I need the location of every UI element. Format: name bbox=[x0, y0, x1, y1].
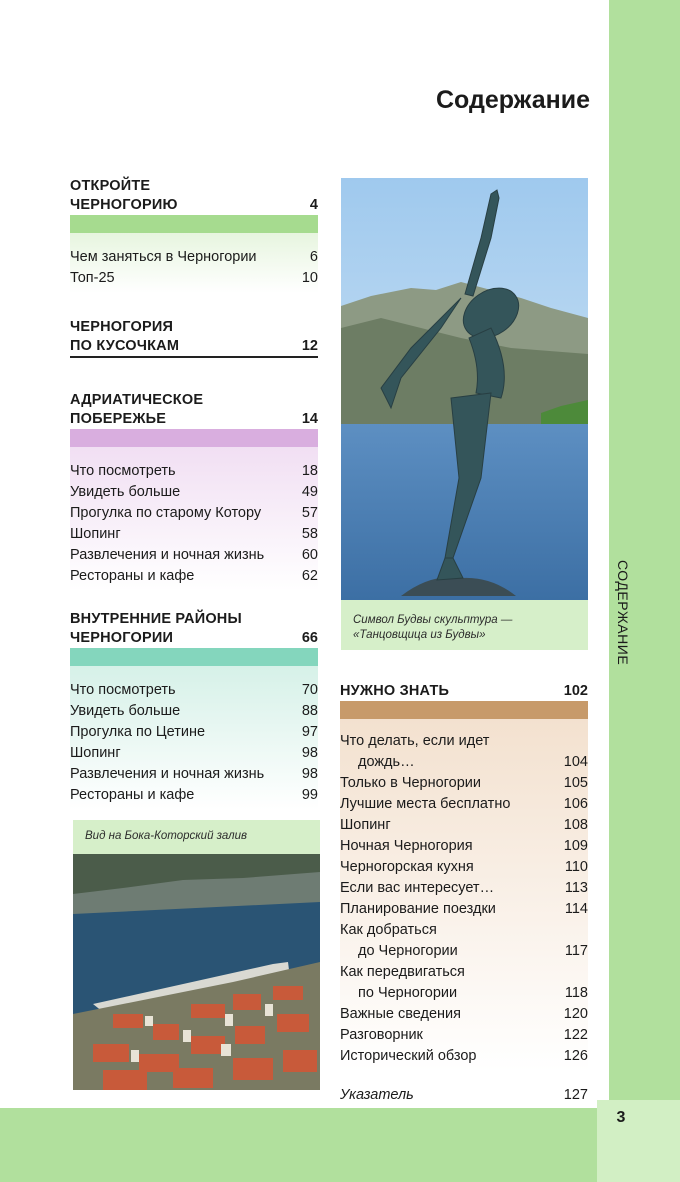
entry-label: Развлечения и ночная жизнь bbox=[70, 547, 265, 563]
section-heading[interactable] bbox=[70, 391, 318, 429]
entry-label: Что посмотреть bbox=[70, 682, 176, 698]
section-page-number: 12 bbox=[301, 338, 318, 354]
toc-entry[interactable] bbox=[340, 1025, 588, 1046]
toc-section-pieces bbox=[70, 318, 318, 358]
bay-photo bbox=[73, 854, 320, 1090]
entry-label: Прогулка по Цетине bbox=[70, 724, 206, 740]
toc-entry[interactable] bbox=[70, 461, 318, 482]
section-color-bar bbox=[340, 701, 588, 719]
toc-entry[interactable] bbox=[340, 1046, 588, 1067]
toc-section-coast bbox=[70, 391, 318, 591]
side-color-strip bbox=[609, 0, 680, 1100]
entry-label: Что посмотреть bbox=[70, 463, 176, 479]
entry-page-number: 117 bbox=[564, 943, 588, 959]
toc-entry[interactable] bbox=[340, 962, 588, 1004]
toc-entry[interactable] bbox=[70, 268, 318, 289]
entry-page-number: 97 bbox=[301, 724, 318, 740]
toc-section-discover bbox=[70, 177, 318, 293]
entry-label: Шопинг bbox=[340, 817, 391, 833]
section-entries bbox=[70, 447, 318, 591]
entry-label: Шопинг bbox=[70, 526, 121, 542]
entry-page-number: 110 bbox=[564, 859, 588, 875]
section-title-line: ПО КУСОЧКАМ bbox=[70, 338, 180, 354]
entry-page-number: 118 bbox=[564, 985, 588, 1001]
entry-label: Как передвигаться bbox=[340, 964, 465, 980]
entry-label: Увидеть больше bbox=[70, 484, 181, 500]
entry-label: Топ-25 bbox=[70, 270, 115, 286]
entry-label-continuation: дождь… bbox=[358, 754, 415, 770]
section-title-line: НУЖНО ЗНАТЬ bbox=[340, 683, 450, 699]
bottom-color-band bbox=[0, 1108, 597, 1182]
toc-entry[interactable] bbox=[340, 731, 588, 773]
toc-section-inland bbox=[70, 610, 318, 810]
section-heading[interactable] bbox=[70, 610, 318, 648]
section-title-line: ПОБЕРЕЖЬЕ bbox=[70, 411, 167, 427]
section-entries bbox=[70, 233, 318, 293]
entry-page-number: 99 bbox=[301, 787, 318, 803]
toc-entry[interactable] bbox=[340, 815, 588, 836]
entry-page-number: 60 bbox=[301, 547, 318, 563]
section-page-number: 14 bbox=[301, 411, 318, 427]
entry-label: Рестораны и кафе bbox=[70, 568, 195, 584]
toc-entry[interactable] bbox=[70, 701, 318, 722]
section-page-number: 4 bbox=[309, 197, 318, 213]
entry-label: Как добраться bbox=[340, 922, 437, 938]
toc-entry[interactable] bbox=[70, 545, 318, 566]
section-color-bar bbox=[70, 429, 318, 447]
entry-page-number: 57 bbox=[301, 505, 318, 521]
toc-entry[interactable] bbox=[340, 878, 588, 899]
toc-entry[interactable] bbox=[340, 899, 588, 920]
entry-label: Лучшие места бесплатно bbox=[340, 796, 511, 812]
entry-label: Что делать, если идет bbox=[340, 733, 490, 749]
entry-page-number: 120 bbox=[563, 1006, 588, 1022]
toc-section-essentials bbox=[340, 682, 588, 1106]
bay-photo-caption: Вид на Бока-Которский залив bbox=[73, 820, 320, 854]
entry-page-number: 58 bbox=[301, 526, 318, 542]
section-heading[interactable] bbox=[70, 318, 318, 358]
entry-page-number: 88 bbox=[301, 703, 318, 719]
entry-page-number: 105 bbox=[563, 775, 588, 791]
entry-label: Рестораны и кафе bbox=[70, 787, 195, 803]
page-number-box bbox=[597, 1100, 680, 1182]
section-title-line: ВНУТРЕННИЕ РАЙОНЫ bbox=[70, 611, 242, 627]
entry-label: Развлечения и ночная жизнь bbox=[70, 766, 265, 782]
toc-entry[interactable] bbox=[340, 836, 588, 857]
entry-label: Разговорник bbox=[340, 1027, 423, 1043]
entry-page-number: 49 bbox=[301, 484, 318, 500]
entry-label-continuation: по Черногории bbox=[358, 985, 458, 1001]
entry-label: Увидеть больше bbox=[70, 703, 181, 719]
entry-page-number: 10 bbox=[301, 270, 318, 286]
entry-label-continuation: до Черногории bbox=[358, 943, 458, 959]
entry-page-number: 98 bbox=[301, 745, 318, 761]
section-heading[interactable] bbox=[70, 177, 318, 215]
section-title-line: АДРИАТИЧЕСКОЕ bbox=[70, 392, 204, 408]
entry-page-number: 109 bbox=[563, 838, 588, 854]
entry-page-number: 62 bbox=[301, 568, 318, 584]
section-title-line: ЧЕРНОГОРИЯ bbox=[70, 319, 174, 335]
entry-label: Прогулка по старому Котору bbox=[70, 505, 262, 521]
entry-label: Если вас интересует… bbox=[340, 880, 495, 896]
toc-entry[interactable] bbox=[70, 482, 318, 503]
section-entries bbox=[70, 666, 318, 810]
toc-entry-index[interactable] bbox=[340, 1085, 588, 1106]
section-color-bar bbox=[70, 648, 318, 666]
statue-photo-caption: Символ Будвы скульптура — «Танцовщица из Будвы» bbox=[341, 600, 588, 650]
entry-page-number: 108 bbox=[563, 817, 588, 833]
entry-label: Важные сведения bbox=[340, 1006, 461, 1022]
toc-entry[interactable] bbox=[70, 503, 318, 524]
section-entries bbox=[340, 719, 588, 1071]
toc-entry[interactable] bbox=[70, 764, 318, 785]
page-title: Содержание bbox=[435, 86, 590, 114]
toc-entry[interactable] bbox=[340, 920, 588, 962]
entry-label: Исторический обзор bbox=[340, 1048, 477, 1064]
page-number: 3 bbox=[616, 1109, 626, 1126]
entry-label: Чем заняться в Черногории bbox=[70, 249, 257, 265]
entry-page-number: 106 bbox=[563, 796, 588, 812]
toc-entry[interactable] bbox=[70, 566, 318, 587]
toc-entry[interactable] bbox=[70, 247, 318, 268]
entry-page-number: 18 bbox=[301, 463, 318, 479]
entry-page-number: 104 bbox=[563, 754, 588, 770]
toc-entry[interactable] bbox=[340, 857, 588, 878]
entry-page-number: 127 bbox=[563, 1087, 588, 1103]
entry-page-number: 122 bbox=[563, 1027, 588, 1043]
entry-page-number: 70 bbox=[301, 682, 318, 698]
toc-entry[interactable] bbox=[340, 794, 588, 815]
entry-page-number: 98 bbox=[301, 766, 318, 782]
toc-entry[interactable] bbox=[70, 524, 318, 545]
entry-label: Только в Черногории bbox=[340, 775, 481, 791]
section-title-line: ЧЕРНОГОРИИ bbox=[70, 630, 174, 646]
toc-entry[interactable] bbox=[70, 722, 318, 743]
section-color-bar bbox=[70, 215, 318, 233]
section-title-line: ОТКРОЙТЕ bbox=[70, 178, 151, 194]
entry-label: Указатель bbox=[340, 1087, 414, 1103]
section-page-number: 102 bbox=[563, 683, 588, 699]
toc-entry[interactable] bbox=[340, 773, 588, 794]
section-heading[interactable] bbox=[340, 682, 588, 701]
entry-label: Шопинг bbox=[70, 745, 121, 761]
entry-page-number: 113 bbox=[564, 880, 588, 896]
section-title-line: ЧЕРНОГОРИЮ bbox=[70, 197, 178, 213]
entry-label: Ночная Черногория bbox=[340, 838, 473, 854]
section-page-number: 66 bbox=[301, 630, 318, 646]
entry-page-number: 114 bbox=[564, 901, 588, 917]
toc-entry[interactable] bbox=[70, 680, 318, 701]
entry-page-number: 6 bbox=[309, 249, 318, 265]
toc-entry[interactable] bbox=[70, 743, 318, 764]
entry-label: Планирование поездки bbox=[340, 901, 496, 917]
toc-entry[interactable] bbox=[340, 1004, 588, 1025]
side-section-label: СОДЕРЖАНИЕ bbox=[615, 560, 631, 666]
statue-photo bbox=[341, 178, 588, 600]
entry-page-number: 126 bbox=[563, 1048, 588, 1064]
entry-label: Черногорская кухня bbox=[340, 859, 474, 875]
toc-entry[interactable] bbox=[70, 785, 318, 806]
